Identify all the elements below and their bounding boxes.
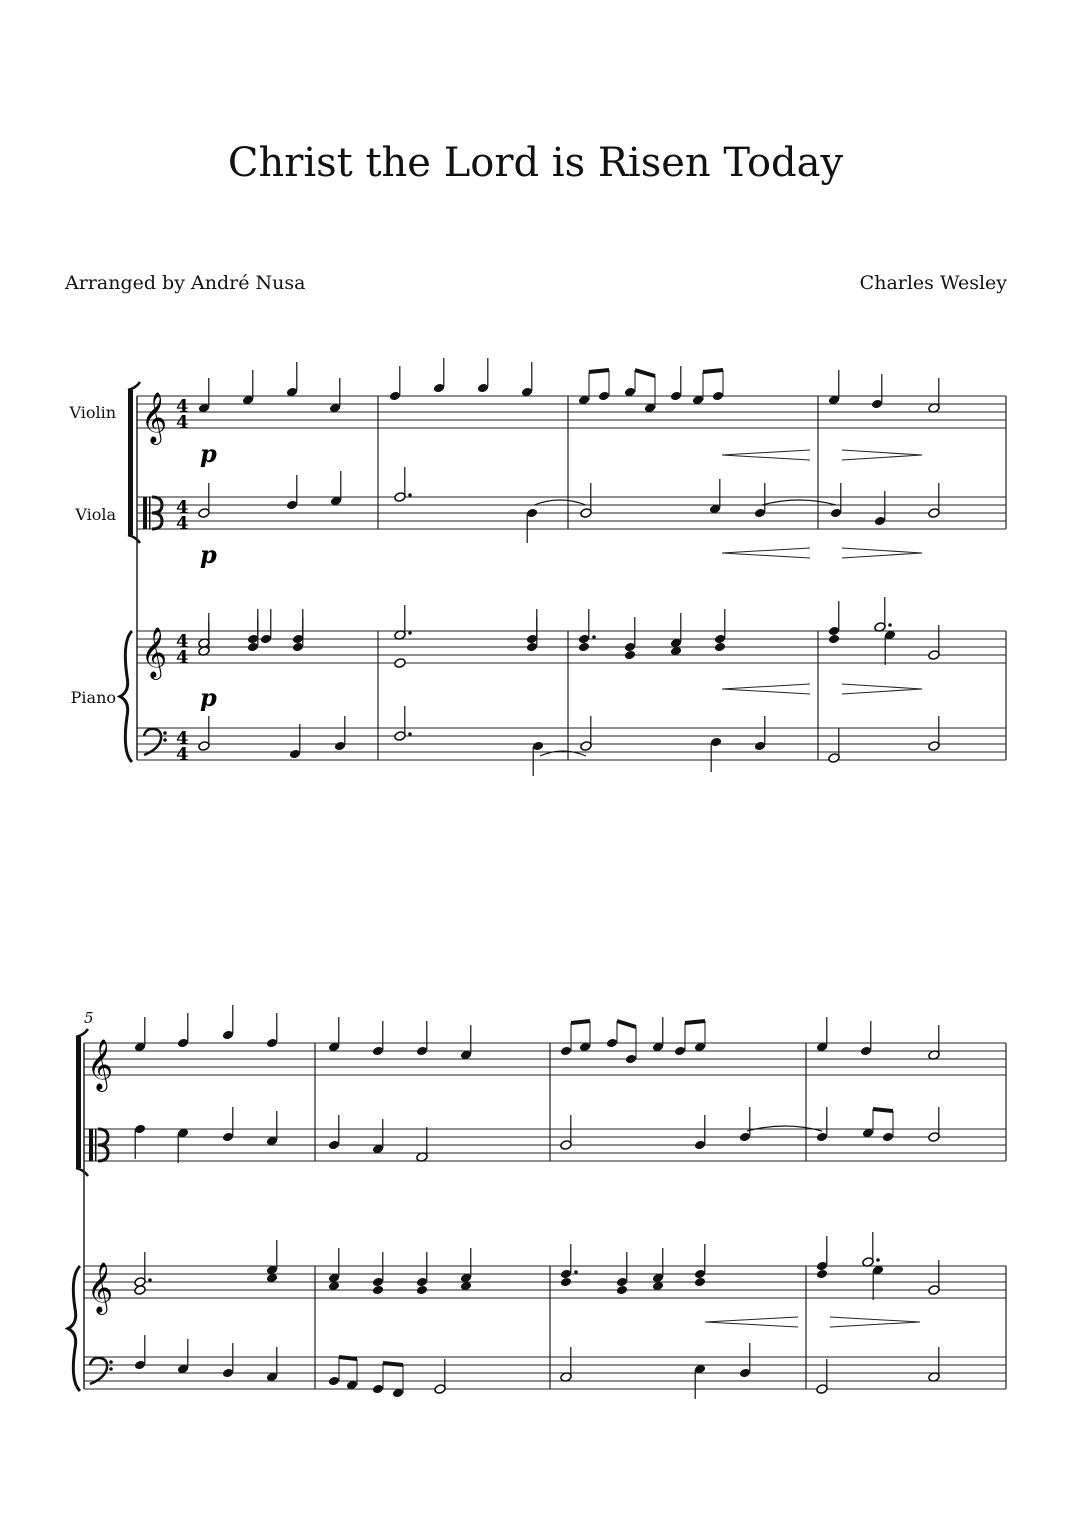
piano-dynamic: p <box>200 683 217 712</box>
alto-clef-icon <box>95 1129 97 1161</box>
note-head <box>372 1384 384 1395</box>
dot <box>876 1258 880 1262</box>
dot <box>408 732 412 736</box>
tie <box>762 500 836 505</box>
dot <box>888 623 892 627</box>
note-head <box>674 1046 686 1057</box>
treble-clef-icon: 𝄞 <box>87 1039 114 1090</box>
violin-label: Violin <box>69 403 116 422</box>
note-head <box>606 1038 618 1049</box>
note-head <box>828 634 840 645</box>
time-signature-bottom: 4 <box>176 412 189 433</box>
bass-clef-icon <box>144 729 161 755</box>
note-head <box>694 1277 706 1288</box>
note-head <box>134 1285 146 1296</box>
crescendo-hairpin <box>722 684 810 694</box>
note-head <box>394 658 406 669</box>
note-head <box>328 1376 340 1387</box>
piano-brace <box>68 1266 80 1391</box>
time-signature-top: 4 <box>176 396 189 417</box>
crescendo-hairpin <box>722 548 810 558</box>
time-signature-bottom: 4 <box>176 744 189 765</box>
beam <box>635 370 655 376</box>
dot <box>148 1278 152 1282</box>
tie <box>534 500 586 505</box>
decrescendo-hairpin <box>842 684 922 694</box>
beam <box>685 1021 705 1023</box>
dot <box>408 631 412 635</box>
time-signature-top: 4 <box>176 497 189 518</box>
bass-clef-icon <box>109 1360 113 1364</box>
decrescendo-hairpin <box>842 548 922 558</box>
bass-clef-icon <box>109 1367 113 1371</box>
dot <box>592 635 596 639</box>
dot <box>408 493 412 497</box>
beam <box>617 1021 636 1027</box>
composer-credit: Charles Wesley <box>859 272 1007 294</box>
treble-clef-icon: 𝄞 <box>141 392 168 443</box>
alto-clef-icon <box>143 497 147 529</box>
decrescendo-hairpin <box>842 450 922 460</box>
note-head <box>712 391 724 402</box>
note-head <box>372 1285 384 1296</box>
time-signature-bottom: 4 <box>176 647 189 668</box>
beam <box>571 1021 590 1023</box>
measure-number: 5 <box>84 1009 94 1027</box>
beam <box>873 1109 893 1111</box>
system-bracket <box>128 382 140 390</box>
system-bracket <box>76 1029 88 1037</box>
note-head <box>882 1132 894 1143</box>
bass-clef-icon <box>163 738 167 742</box>
treble-clef-icon: 𝄞 <box>141 627 168 678</box>
time-signature-top: 4 <box>176 631 189 652</box>
treble-clef-icon: 𝄞 <box>87 1262 114 1313</box>
crescendo-hairpin <box>722 450 810 460</box>
decrescendo-hairpin <box>830 1317 920 1327</box>
piano-brace <box>120 631 132 762</box>
note-head <box>598 391 610 402</box>
system-bracket <box>76 1168 88 1176</box>
bass-clef-icon <box>90 1358 107 1384</box>
note-head <box>625 1054 637 1065</box>
system-bracket <box>128 535 140 543</box>
beam <box>339 1357 357 1359</box>
bass-clef-icon <box>163 731 167 735</box>
violin-dynamic: p <box>200 439 217 468</box>
note-head <box>578 642 590 653</box>
piano-label: Piano <box>70 688 116 707</box>
score-title: Christ the Lord is Risen Today <box>227 140 844 186</box>
note-head <box>816 1269 828 1280</box>
beam <box>703 370 723 372</box>
time-signature-top: 4 <box>176 728 189 749</box>
viola-dynamic: p <box>200 540 217 569</box>
arranger-credit: Arranged by André Nusa <box>65 272 306 294</box>
note-head <box>560 1277 572 1288</box>
time-signature-bottom: 4 <box>176 513 189 534</box>
dot <box>574 1270 578 1274</box>
note-head <box>714 642 726 653</box>
note-head <box>560 1046 572 1057</box>
beam <box>589 370 609 372</box>
system-bracket <box>128 390 133 535</box>
system-bracket <box>76 1037 81 1168</box>
alto-clef-icon <box>89 1129 93 1161</box>
beam <box>383 1363 403 1365</box>
alto-clef-icon <box>149 497 151 529</box>
viola-label: Viola <box>75 505 116 524</box>
note-head <box>416 1285 428 1296</box>
crescendo-hairpin <box>705 1317 798 1327</box>
note-head <box>616 1285 628 1296</box>
note-head <box>624 650 636 661</box>
